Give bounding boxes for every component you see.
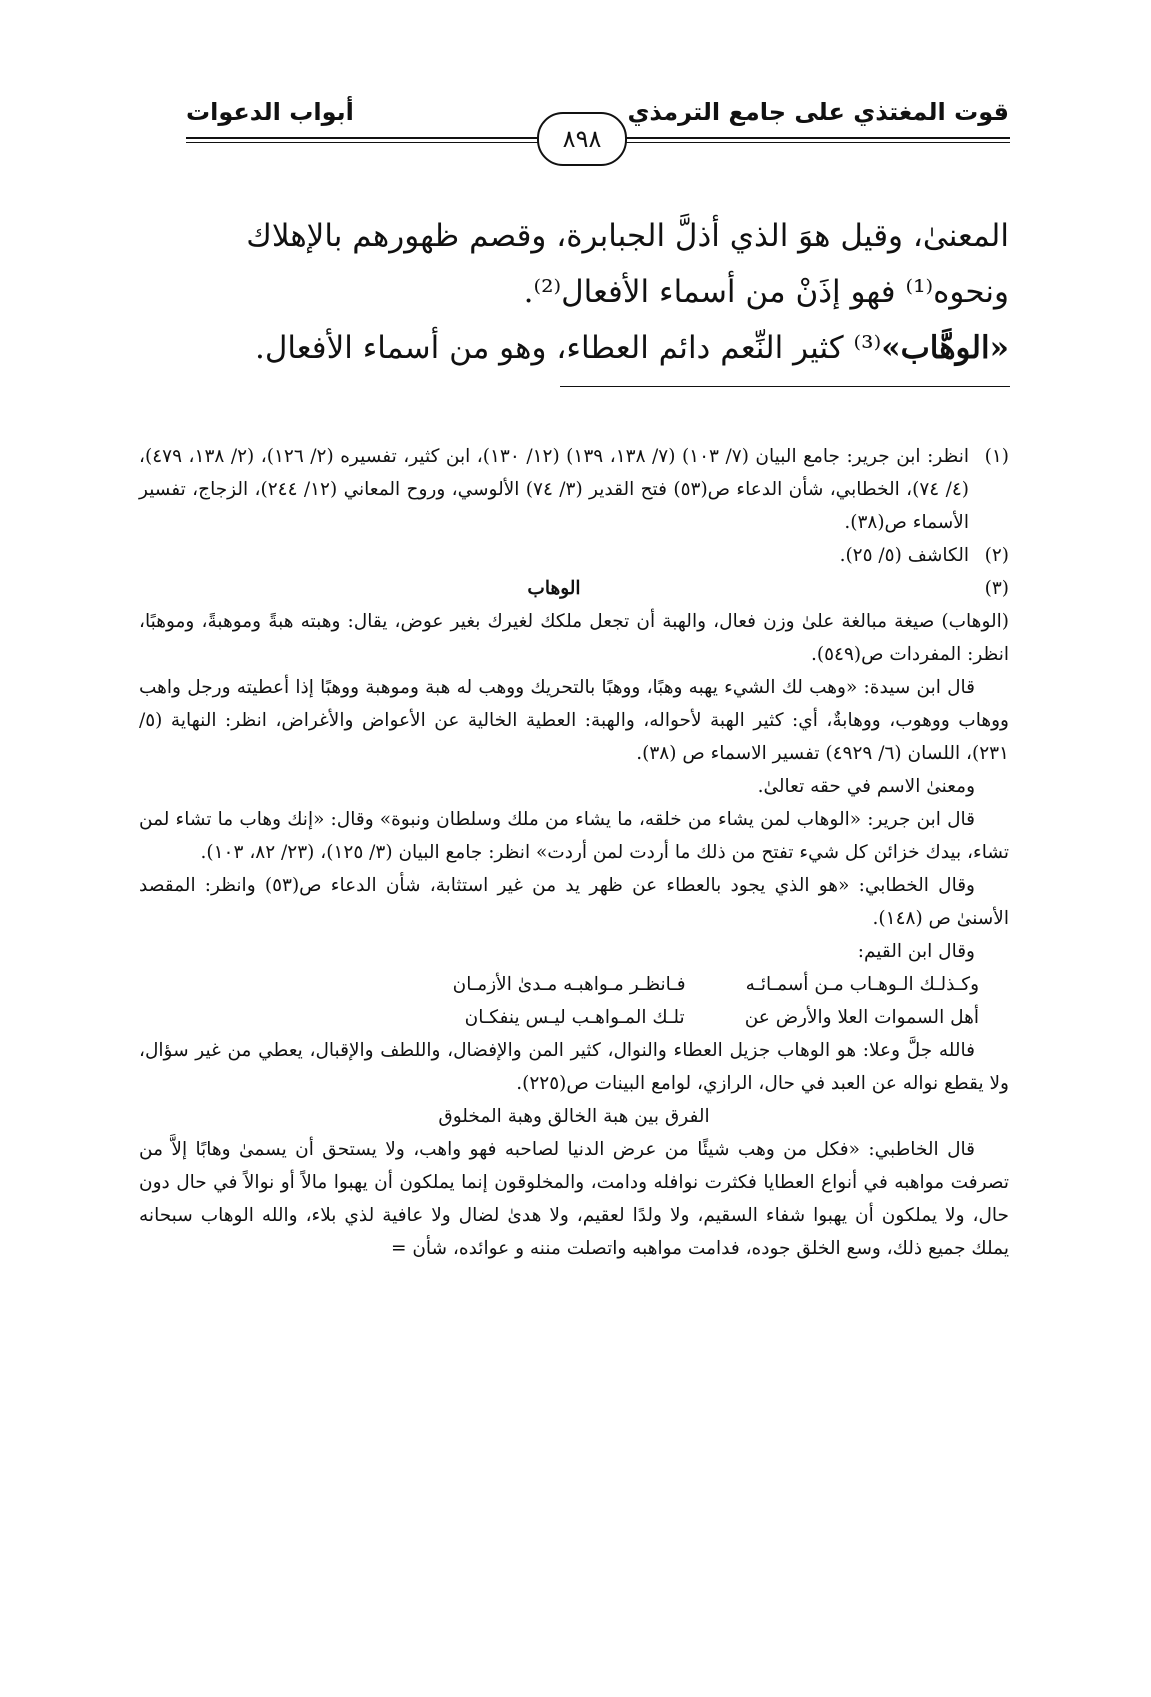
main-line [139,320,1009,376]
footnote-ref: ⁽³⁾ [853,330,882,366]
footnote-paragraph: قال الخاطبي: «فكل من وهب شيئًا من عرض الدنيا لصاحبه فهو واهب، ولا يستحق أن يسمىٰ وهابًا إلاَّ من تصرفت مواهبه في أنواع العطايا فكثرت نوافله ودامت، والمخلوقون إنما يملكون أن يهبوا مالاً أو نوالاً في حال دون حال، ولا يملكون أن يهبوا شفاء السقيم، ولا ولدًا لعقيم، ولا هدىٰ لضال ولا عافية لذي بلاء، والله الوهاب سبحانه يملك جميع ذلك، وسع الخلق جوده، فدامت مواهبه واتصلت مننه و عوائده، شأن = [139,1139,1009,1259]
poem-verse [139,968,1009,1001]
verse-hemistich: وكـذلـك الـوهـاب مـن أسمـائـه [745,974,979,995]
verse-hemistich: أهل السموات العلا والأرض عن [744,1007,979,1028]
header-rule [186,142,540,143]
term-wahhab: «الوهَّاب» [881,330,1009,366]
footnote-text: الكاشف (٥/ ٢٥). [839,545,969,566]
footnote-number: (٣) [984,578,1009,599]
footnote-paragraph: ومعنىٰ الاسم في حقه تعالىٰ. [757,776,975,797]
footnote-paragraph: قال ابن جرير: «الوهاب لمن يشاء من خلقه، ما يشاء من ملك وسلطان ونبوة» وقال: «إنك وهاب ما تشاء لمن تشاء، بيدك خزائن كل شيء تفتح من ذلك ما أردت لمن أردت» انظر: جامع البيان (٣/ ١٢٥)، (٢٣/ ٨٢، ١٠٣). [139,809,1009,863]
header-rule [622,137,1010,139]
verse-hemistich: فـانظـر مـواهبـه مـدىٰ الأزمـان [452,974,686,995]
footnote-heading: الفرق بين هبة الخالق وهبة المخلوق [438,1106,710,1127]
footnotes [139,440,1009,1265]
footnote-number: (١) [984,446,1009,467]
footnote-heading: الوهاب [527,578,581,599]
main-line-rest: كثير النِّعم دائم العطاء، وهو من أسماء الأفعال. [254,330,854,366]
poem-verse [139,1001,1009,1034]
header-rule [186,137,540,139]
main-text [139,208,1009,376]
footnote [139,440,1009,539]
book-title: قوت المغتذي على جامع الترمذي [627,98,1009,126]
footnote-paragraph: فالله جلَّ وعلا: هو الوهاب جزيل العطاء والنوال، كثير المن والإفضال، واللطف والإقبال، يعطي من غير سؤال، ولا يقطع نواله عن العبد في حال، الرازي، لوامع البينات ص(٢٢٥). [139,1040,1009,1094]
footnote-paragraph: (الوهاب) صيغة مبالغة علىٰ وزن فعال، والهبة أن تجعل ملكك لغيرك بغير عوض، يقال: وهبته هبةً وموهبةً، وموهبًا، انظر: المفردات ص(٥٤٩). [139,611,1009,665]
verse-hemistich: تلـك المـواهـب ليـس ينفكـان [464,1007,685,1028]
footnote-paragraph: وقال ابن القيم: [857,941,975,962]
footnote-paragraph: قال ابن سيدة: «وهب لك الشيء يهبه وهبًا، ووهبًا بالتحريك ووهب له هبة وموهبة ووهبًا إذا أعطيته ورجل واهب ووهاب ووهوب، ووهابةٌ، أي: كثير الهبة لأحواله، والهبة: العطية الخالية عن الأعواض والأغراض، انظر: النهاية (٥/ ٢٣١)، اللسان (٦/ ٤٩٢٩) تفسير الاسماء ص (٣٨). [139,677,1009,764]
footnote-separator [560,386,1010,387]
header-rule [622,142,1010,143]
main-line: ونحوه⁽¹⁾ فهو إذَنْ من أسماء الأفعال⁽²⁾. [523,274,1009,310]
footnote [139,572,1009,605]
main-line: المعنىٰ، وقيل هوَ الذي أذلَّ الجبابرة، وقصم ظهورهم بالإهلاك [246,218,1009,254]
footnote-paragraph: وقال الخطابي: «هو الذي يجود بالعطاء عن ظهر يد من غير استثابة، شأن الدعاء ص(٥٣) وانظر: المقصد الأسنىٰ ص (١٤٨). [139,875,1009,929]
chapter-title: أبواب الدعوات [186,98,354,126]
footnote [139,539,1009,572]
footnote-number: (٢) [984,545,1009,566]
page-number: ٨٩٨ [537,112,627,166]
footnote-text: انظر: ابن جرير: جامع البيان (٧/ ١٠٣) (٧/ ١٣٨، ١٣٩) (١٢/ ١٣٠)، ابن كثير، تفسيره (٢/ ١٢٦)، (٢/ ١٣٨، ٤٧٩)، (٤/ ٧٤)، الخطابي، شأن الدعاء ص(٥٣) فتح القدير (٣/ ٧٤) الألوسي، وروح المعاني (١٢/ ٢٤٤)، الزجاج، تفسير الأسماء ص(٣٨). [139,446,969,533]
